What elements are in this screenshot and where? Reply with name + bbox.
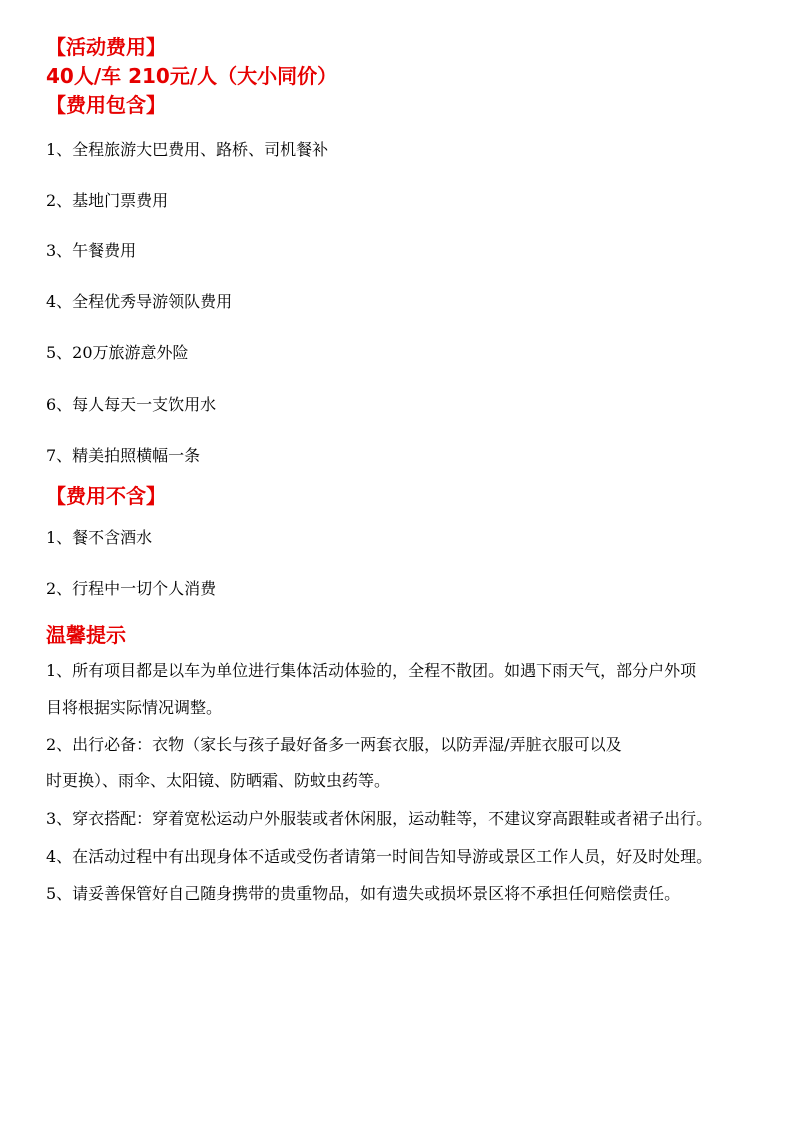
included-heading: 【费用包含】	[46, 93, 166, 117]
included-item: 2、基地门票费用	[46, 191, 169, 210]
included-item: 6、每人每天一支饮用水	[46, 395, 217, 414]
included-item: 1、全程旅游大巴费用、路桥、司机餐补	[46, 140, 329, 159]
tip-line: 目将根据实际情况调整。	[46, 698, 223, 717]
tip-line: 5、请妥善保管好自己随身携带的贵重物品，如有遗失或损坏景区将不承担任何赔偿责任。	[46, 884, 681, 903]
included-item: 3、午餐费用	[46, 241, 137, 260]
activity-fee-heading: 【活动费用】	[46, 35, 166, 59]
tip-line: 时更换）、雨伞、太阳镜、防晒霜、防蚊虫药等。	[46, 771, 391, 790]
excluded-item: 2、行程中一切个人消费	[46, 579, 217, 598]
tip-line: 2、出行必备：衣物（家长与孩子最好备多一两套衣服，以防弄湿/弄脏衣服可以及	[46, 735, 622, 754]
excluded-item: 1、餐不含酒水	[46, 528, 153, 547]
included-item: 7、精美拍照横幅一条	[46, 446, 201, 465]
included-item: 4、全程优秀导游领队费用	[46, 292, 233, 311]
tip-line: 3、穿衣搭配：穿着宽松运动户外服装或者休闲服，运动鞋等，不建议穿高跟鞋或者裙子出行。	[46, 809, 713, 828]
price-line: 40人/车 210元/人（大小同价）	[46, 64, 338, 88]
tip-line: 1、所有项目都是以车为单位进行集体活动体验的，全程不散团。如遇下雨天气，部分户外项	[46, 661, 697, 680]
tips-heading: 温馨提示	[46, 623, 126, 647]
tip-line: 4、在活动过程中有出现身体不适或受伤者请第一时间告知导游或景区工作人员，好及时处理。	[46, 847, 713, 866]
excluded-heading: 【费用不含】	[46, 484, 166, 508]
included-item: 5、20万旅游意外险	[46, 343, 189, 362]
